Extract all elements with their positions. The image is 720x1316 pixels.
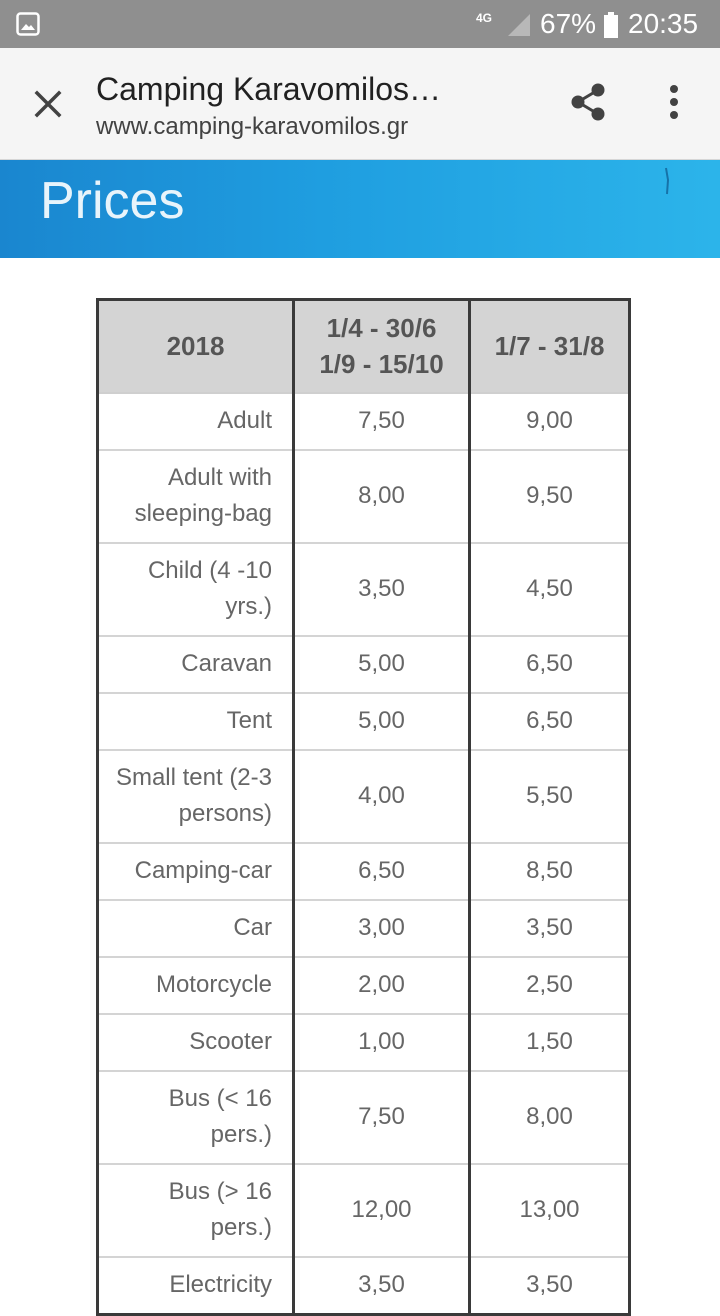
price-table-body — [98, 393, 630, 1315]
share-icon — [569, 82, 607, 127]
row-label: Adult — [98, 393, 294, 450]
table-row — [98, 1257, 630, 1315]
row-label: Electricity — [98, 1257, 294, 1315]
price-high-season: 8,50 — [470, 843, 630, 900]
price-low-season: 8,00 — [294, 450, 470, 543]
row-label: Motorcycle — [98, 957, 294, 1014]
price-low-season: 7,50 — [294, 393, 470, 450]
battery-percent: 67% — [540, 8, 597, 39]
price-low-season: 6,50 — [294, 843, 470, 900]
signal-icon — [506, 12, 532, 38]
close-icon — [34, 90, 62, 123]
row-label: Adult with sleeping-bag — [98, 450, 294, 543]
price-high-season: 1,50 — [470, 1014, 630, 1071]
price-low-season: 4,00 — [294, 750, 470, 843]
price-high-season: 5,50 — [470, 750, 630, 843]
price-low-season: 3,50 — [294, 1257, 470, 1315]
row-label: Car — [98, 900, 294, 957]
share-button[interactable] — [562, 78, 614, 130]
header-period-low-line1: 1/4 - 30/6 — [326, 313, 437, 344]
row-label: Tent — [98, 693, 294, 750]
table-row — [98, 900, 630, 957]
gallery-icon — [16, 12, 40, 36]
price-high-season: 3,50 — [470, 900, 630, 957]
row-label: Small tent (2-3 persons) — [98, 750, 294, 843]
table-row — [98, 843, 630, 900]
price-high-season: 4,50 — [470, 543, 630, 636]
table-row — [98, 1014, 630, 1071]
row-label: Caravan — [98, 636, 294, 693]
price-high-season: 8,00 — [470, 1071, 630, 1164]
table-row — [98, 636, 630, 693]
battery-icon — [604, 12, 618, 38]
custom-tab-toolbar — [0, 48, 720, 160]
page-url[interactable]: www.camping-karavomilos.gr — [96, 113, 409, 140]
price-low-season: 3,50 — [294, 543, 470, 636]
price-high-season: 9,50 — [470, 450, 630, 543]
price-low-season: 5,00 — [294, 636, 470, 693]
price-low-season: 12,00 — [294, 1164, 470, 1257]
price-high-season: 6,50 — [470, 636, 630, 693]
overflow-menu-button[interactable] — [652, 78, 696, 130]
table-row — [98, 543, 630, 636]
table-row — [98, 693, 630, 750]
price-high-season: 13,00 — [470, 1164, 630, 1257]
table-row — [98, 750, 630, 843]
more-vert-icon — [669, 84, 679, 125]
header-period-high: 1/7 - 31/8 — [470, 300, 630, 393]
table-row — [98, 1071, 630, 1164]
table-row — [98, 957, 630, 1014]
price-high-season: 2,50 — [470, 957, 630, 1014]
price-low-season: 3,00 — [294, 900, 470, 957]
status-bar — [0, 0, 720, 48]
price-high-season: 9,00 — [470, 393, 630, 450]
banner-decoration — [662, 166, 672, 196]
row-label: Camping-car — [98, 843, 294, 900]
price-low-season: 5,00 — [294, 693, 470, 750]
price-high-season: 6,50 — [470, 693, 630, 750]
page-title: Camping Karavomilos… — [96, 71, 442, 107]
price-table — [96, 298, 631, 1316]
clock: 20:35 — [628, 8, 699, 39]
header-period-low-line2: 1/9 - 15/10 — [319, 349, 444, 380]
table-row — [98, 1164, 630, 1257]
table-header-row — [98, 300, 630, 393]
row-label: Bus (< 16 pers.) — [98, 1071, 294, 1164]
price-high-season: 3,50 — [470, 1257, 630, 1315]
page-heading: Prices — [40, 172, 185, 230]
row-label: Scooter — [98, 1014, 294, 1071]
header-year: 2018 — [98, 300, 294, 393]
close-button[interactable] — [22, 80, 74, 132]
row-label: Bus (> 16 pers.) — [98, 1164, 294, 1257]
table-row — [98, 450, 630, 543]
header-period-low — [294, 300, 470, 393]
network-type: 4G — [476, 11, 493, 25]
price-low-season: 1,00 — [294, 1014, 470, 1071]
row-label: Child (4 -10 yrs.) — [98, 543, 294, 636]
price-low-season: 2,00 — [294, 957, 470, 1014]
table-row — [98, 393, 630, 450]
price-low-season: 7,50 — [294, 1071, 470, 1164]
page-banner — [0, 160, 720, 258]
